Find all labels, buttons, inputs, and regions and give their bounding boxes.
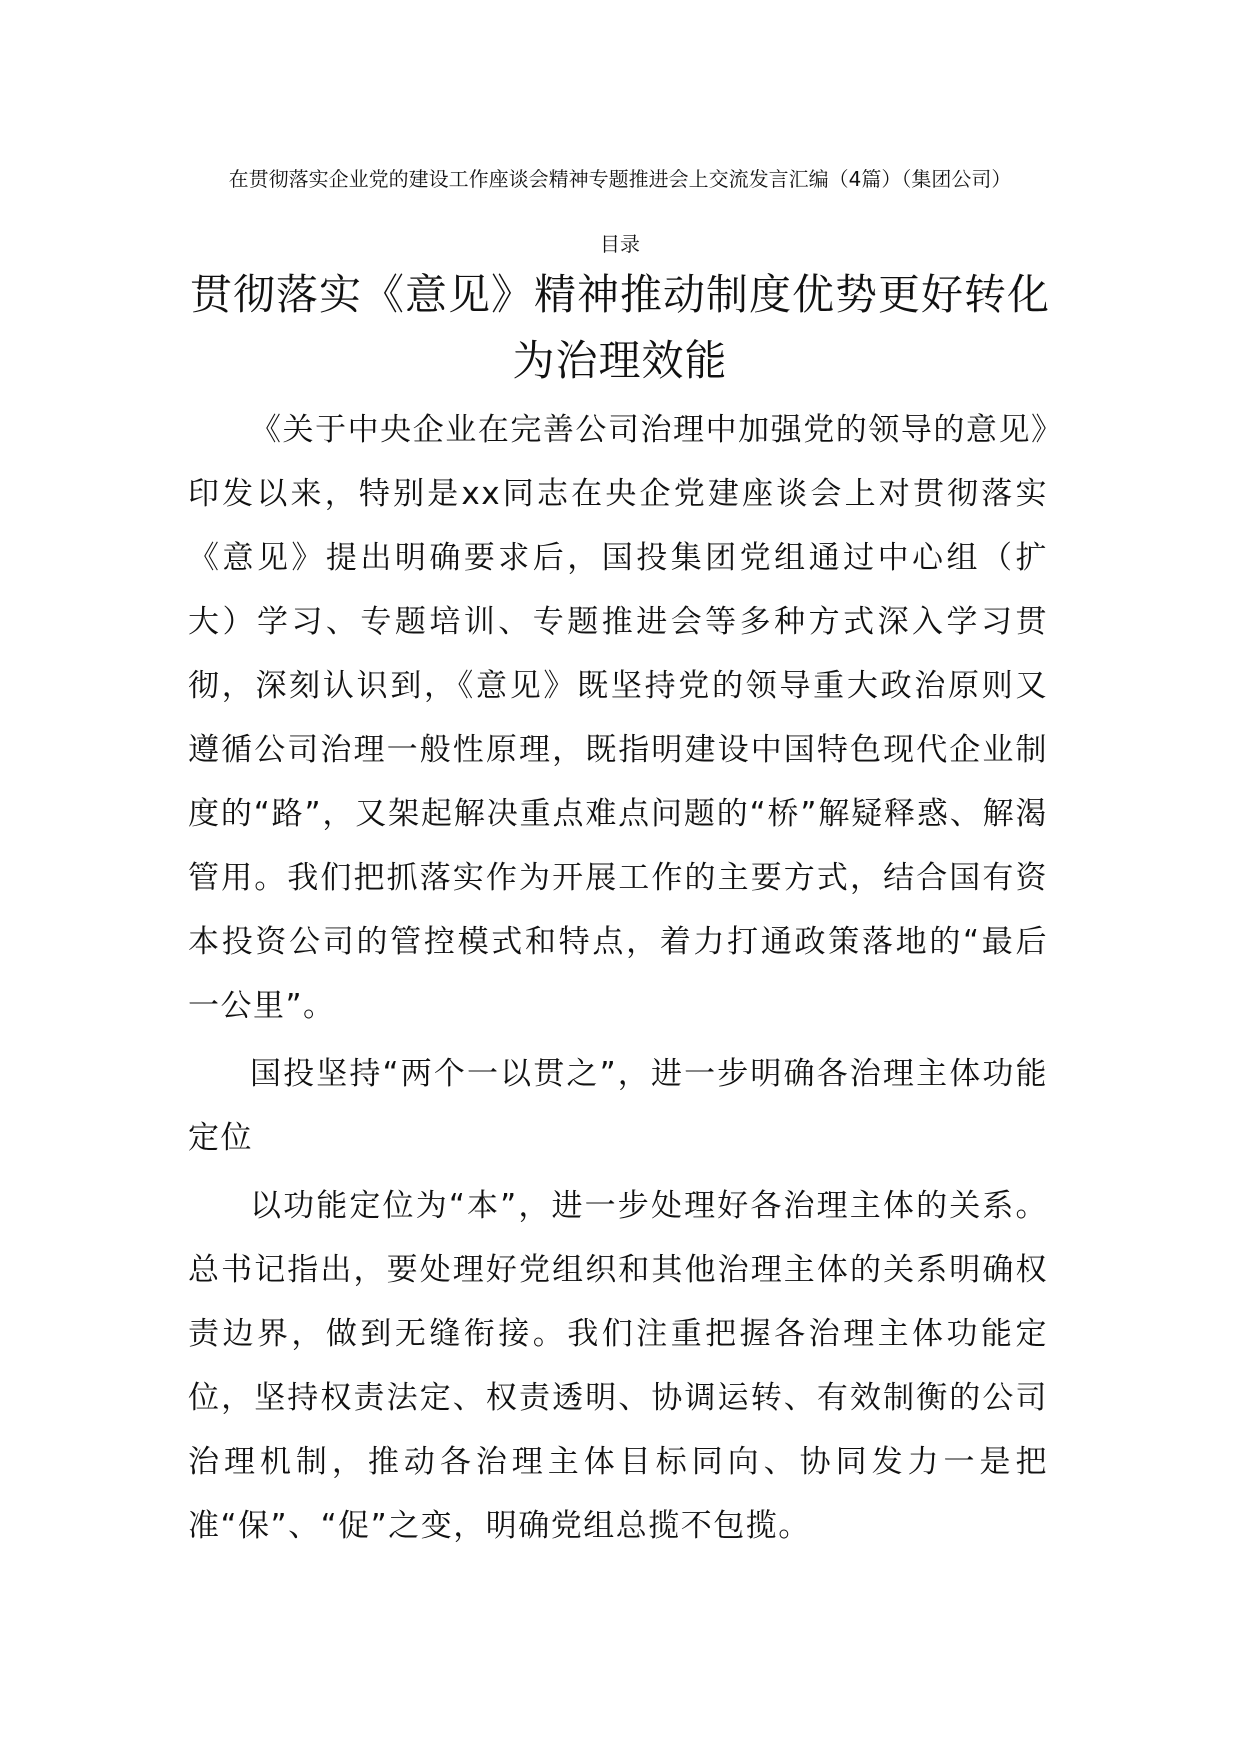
body-paragraph: 《关于中央企业在完善公司治理中加强党的领导的意见》印发以来，特别是xx同志在央企党建座谈会上对贯彻落实《意见》提出明确要求后，国投集团党组通过中心组（扩大）学习、专题培训、专题推进会等多种方式深入学习贯彻，深刻认识到，《意见》既坚持党的领导重大政治原则又遵循公司治理一般性原理，既指明建设中国特色现代企业制度的“路”，又架起解决重点难点问题的“桥”解疑释惑、解渴管用。我们把抓落实作为开展工作的主要方式，结合国有资本投资公司的管控模式和特点，着力打通政策落地的“最后一公里”。 [188,412,1048,1024]
table-of-contents-label: 目录 [600,232,640,256]
article-heading: 贯彻落实《意见》精神推动制度优势更好转化为治理效能 [189,270,1050,385]
body-paragraph: 以功能定位为“本”，进一步处理好各治理主体的关系。总书记指出，要处理好党组织和其他治理主体的关系明确权责边界，做到无缝衔接。我们注重把握各治理主体功能定位，坚持权责法定、权责透明、协调运转、有效制衡的公司治理机制，推动各治理主体目标同向、协同发力一是把准“保”、“促”之变，明确党组总揽不包揽。 [188,1188,1048,1544]
document-title: 在贯彻落实企业党的建设工作座谈会精神专题推进会上交流发言汇编（4篇）（集团公司） [228,167,1012,191]
article-body [188,398,1048,1558]
body-paragraph: 国投坚持“两个一以贯之”，进一步明确各治理主体功能定位 [188,1056,1048,1156]
